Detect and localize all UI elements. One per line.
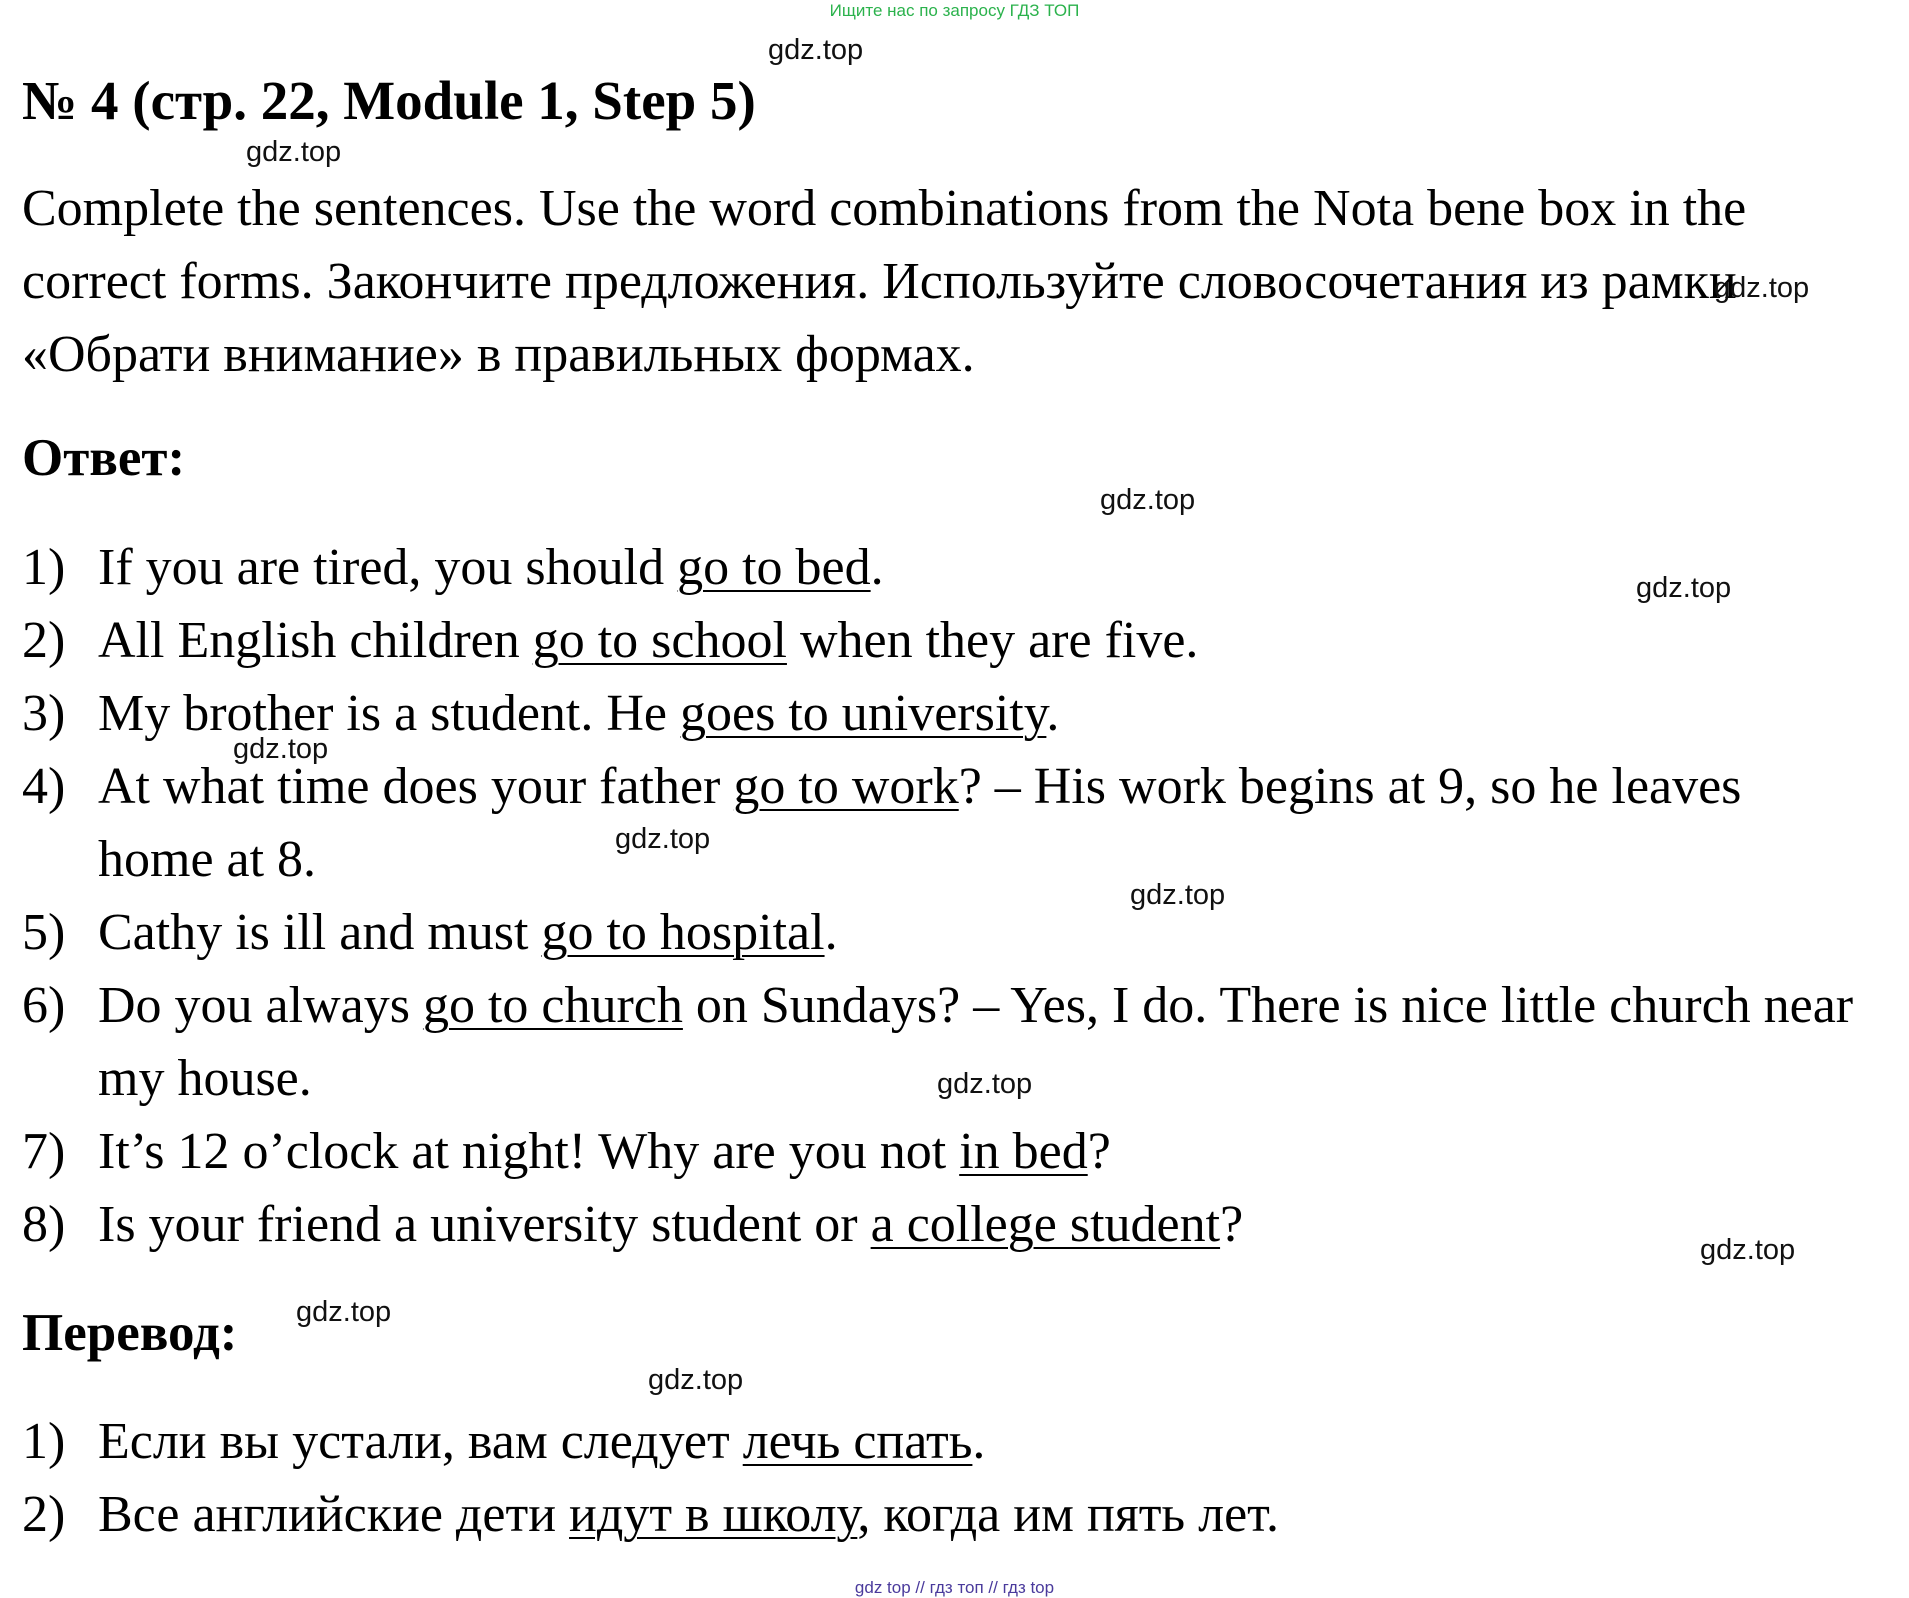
answer-phrase: лечь спать: [742, 1413, 973, 1470]
watermark: gdz.top: [246, 136, 342, 168]
list-item: [22, 604, 1862, 677]
answer-phrase: go to bed: [677, 539, 871, 596]
sentence-text: ?: [1087, 1123, 1111, 1180]
sentence-text: Cathy is ill and must: [98, 904, 542, 961]
watermark: gdz.top: [1130, 879, 1226, 911]
sentence-text: At what time does your father: [98, 758, 734, 815]
sentence-text: .: [1046, 685, 1060, 742]
answer-phrase: go to work: [733, 758, 959, 815]
watermark: gdz.top: [296, 1296, 392, 1328]
list-item: [22, 750, 1862, 896]
page-title: № 4 (стр. 22, Module 1, Step 5): [22, 70, 756, 131]
item-number: 4): [22, 758, 66, 815]
watermark: gdz.top: [1636, 572, 1732, 604]
item-number: 8): [22, 1196, 66, 1253]
sentence-text: .: [824, 904, 838, 961]
item-number: 6): [22, 977, 66, 1034]
watermark: gdz.top: [768, 34, 864, 66]
item-number: 2): [22, 1486, 66, 1543]
item-number: 7): [22, 1123, 66, 1180]
answer-heading: Ответ:: [22, 429, 186, 487]
answer-phrase: goes to university: [680, 685, 1047, 742]
watermark: gdz.top: [233, 733, 329, 765]
translation-heading: Перевод:: [22, 1304, 238, 1362]
watermark: gdz.top: [648, 1364, 744, 1396]
task-description: Complete the sentences. Use the word combinations from the Nota bene box in the correct forms. Закончите предложения. Используйте словосочетания из рамки «Обрати внимание» в правильных формах.: [22, 180, 1747, 383]
sentence-text: Если вы устали, вам следует: [98, 1413, 743, 1470]
answer-phrase: go to school: [532, 612, 787, 669]
answers-list: [22, 531, 1862, 1261]
sentence-text: ?: [1220, 1196, 1244, 1253]
watermark: gdz.top: [615, 823, 711, 855]
footer-links: gdz top // гдз топ // гдз top: [854, 1578, 1055, 1597]
list-item: [22, 1115, 1862, 1188]
item-number: 1): [22, 539, 66, 596]
list-item: [22, 1478, 1862, 1551]
answer-phrase: go to church: [422, 977, 683, 1034]
list-item: [22, 1405, 1862, 1478]
item-number: 2): [22, 612, 66, 669]
item-number: 1): [22, 1413, 66, 1470]
top-banner: Ищите нас по запросу ГДЗ ТОП: [829, 1, 1080, 20]
watermark: gdz.top: [1714, 272, 1810, 304]
sentence-text: , когда им пять лет.: [857, 1486, 1279, 1543]
answer-phrase: a college student: [870, 1196, 1221, 1253]
sentence-text: Все английские дети: [98, 1486, 570, 1543]
sentence-text: .: [972, 1413, 986, 1470]
sentence-text: All English children: [98, 612, 533, 669]
sentence-text: Do you always: [98, 977, 423, 1034]
answer-phrase: in bed: [959, 1123, 1088, 1180]
sentence-text: on Sundays? – Yes, I do. There is nice little church near my house.: [98, 977, 1854, 1107]
list-item: [22, 531, 1862, 604]
translations-list: [22, 1405, 1862, 1551]
item-number: 3): [22, 685, 66, 742]
answer-phrase: идут в школу: [569, 1486, 858, 1543]
sentence-text: ? – His work begins at 9, so he leaves home at 8.: [98, 758, 1742, 888]
list-item: [22, 896, 1862, 969]
list-item: [22, 1188, 1862, 1261]
watermark: gdz.top: [937, 1068, 1033, 1100]
sentence-text: when they are five.: [786, 612, 1199, 669]
sentence-text: My brother is a student. He: [98, 685, 681, 742]
sentence-text: Is your friend a university student or: [98, 1196, 871, 1253]
item-number: 5): [22, 904, 66, 961]
answer-phrase: go to hospital: [541, 904, 825, 961]
sentence-text: .: [870, 539, 884, 596]
sentence-text: It’s 12 o’clock at night! Why are you not: [98, 1123, 960, 1180]
watermark: gdz.top: [1700, 1234, 1796, 1266]
watermark: gdz.top: [1100, 484, 1196, 516]
sentence-text: If you are tired, you should: [98, 539, 678, 596]
